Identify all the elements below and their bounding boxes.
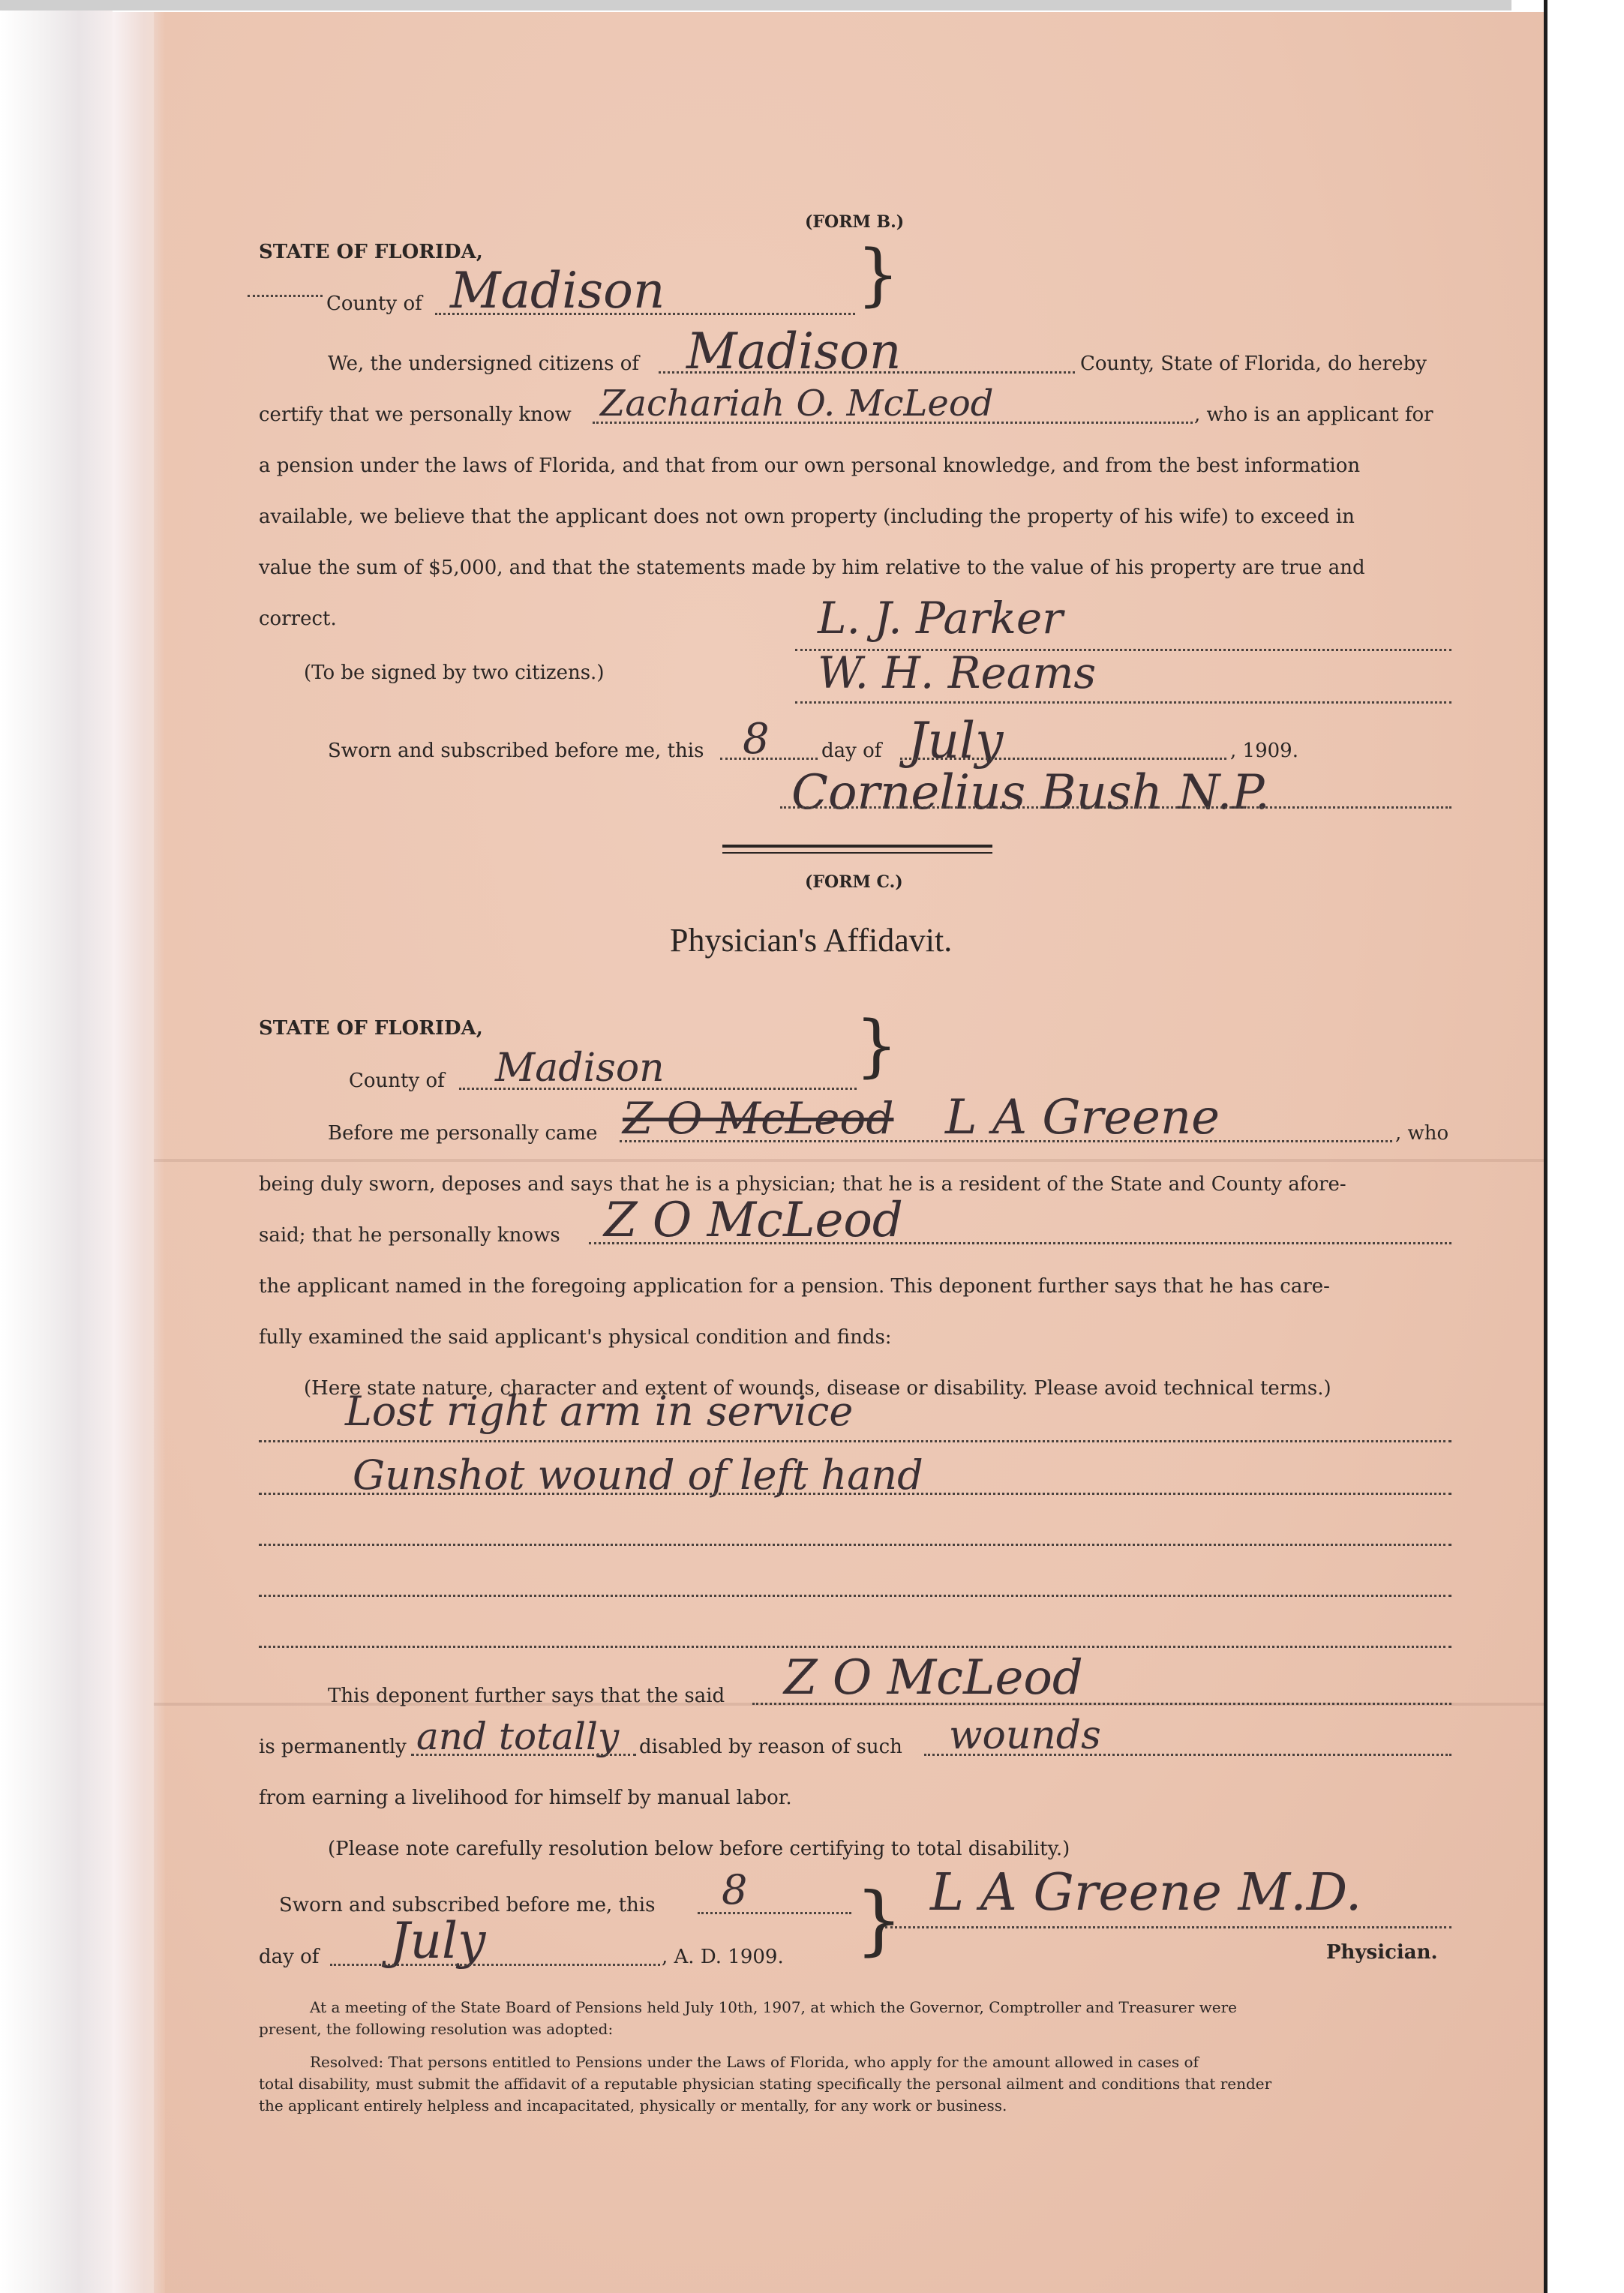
form-c-ad-year: , A. D. 1909. [662, 1946, 784, 1968]
dotted-line [248, 295, 323, 297]
form-b-cert-prefix: We, the undersigned citizens of [328, 353, 640, 375]
form-c-livelihood: from earning a livelihood for himself by manual labor. [259, 1787, 792, 1809]
form-c-perm-reason: wounds [949, 1713, 1101, 1758]
form-b-sworn-day: 8 [743, 715, 770, 764]
form-c-line2: being duly sworn, deposes and says that he is a physician; that he is a resident of the State and County afore- [259, 1173, 1346, 1196]
citizen-signature-1: L. J. Parker [818, 593, 1063, 644]
form-c-county-label: County of [349, 1070, 445, 1092]
form-c-county-value: Madison [495, 1046, 665, 1091]
finding-line [259, 1440, 1451, 1442]
form-c-further-value: Z O McLeod [784, 1650, 1083, 1706]
scan-border-line [1544, 0, 1547, 2293]
form-b-county-label: County of [326, 293, 422, 315]
form-c-instructions: (Here state nature, character and extent of wounds, disease or disability. Please avoid technical terms.) [304, 1377, 1331, 1400]
citizen-signature-2: W. H. Reams [818, 647, 1097, 698]
brace: } [855, 1007, 899, 1085]
form-c-line5: fully examined the said applicant's physical condition and finds: [259, 1326, 892, 1349]
plastic-sleeve-edge [113, 12, 165, 2293]
dotted-line [411, 1754, 636, 1756]
form-c-day-of: day of [259, 1946, 320, 1968]
form-c-came-struck: Z O McLeod [623, 1093, 894, 1144]
dotted-line [924, 1754, 1451, 1756]
finding-line [259, 1493, 1451, 1495]
dotted-line [435, 313, 855, 315]
physician-signature: L A Greene M.D. [930, 1863, 1362, 1922]
scan-margin-left [0, 0, 113, 2293]
resolution-intro-2: present, the following resolution was adopted: [259, 2020, 614, 2038]
form-c-came-suffix: , who [1395, 1122, 1449, 1145]
finding-line [259, 1544, 1451, 1546]
signature-line [795, 701, 1451, 704]
form-b-county-value: Madison [450, 262, 665, 320]
form-b-sworn-month: July [908, 712, 1004, 770]
notary-signature: Cornelius Bush N.P. [791, 765, 1270, 821]
finding-line-1: Lost right arm in service [345, 1388, 854, 1435]
signature-line [780, 806, 1451, 809]
form-c-line4: the applicant named in the foregoing application for a pension. This deponent further says that he has care- [259, 1275, 1330, 1298]
dotted-line [593, 422, 1193, 424]
form-b-line4: available, we believe that the applicant does not own property (including the property of his wife) to exceed in [259, 506, 1355, 528]
dotted-line [900, 758, 1226, 760]
form-b-applicant-name: Zachariah O. McLeod [600, 383, 994, 425]
form-c-title: Physician's Affidavit. [670, 922, 953, 959]
finding-line [259, 1646, 1451, 1648]
resolution-intro-1: At a meeting of the State Board of Pensions held July 10th, 1907, at which the Governor, Comptroller and Treasurer were [310, 1998, 1237, 2016]
form-c-further-prefix: This deponent further says that the said [328, 1685, 725, 1707]
dotted-line [459, 1088, 857, 1090]
finding-line [259, 1595, 1451, 1597]
form-c-perm-prefix: is permanently [259, 1736, 407, 1758]
form-b-day-of: day of [821, 740, 882, 762]
resolution-text-1: Resolved: That persons entitled to Pensions under the Laws of Florida, who apply for the amount allowed in cases of [310, 2053, 1199, 2071]
resolution-text-2: total disability, must submit the affidavit of a reputable physician stating specifically the personal ailment and conditions that render [259, 2075, 1272, 2093]
form-c-sworn-day: 8 [722, 1866, 748, 1913]
form-b-line5: value the sum of $5,000, and that the statements made by him relative to the value of his property are true and [259, 557, 1365, 579]
section-divider [722, 845, 992, 848]
form-b-line3: a pension under the laws of Florida, and that from our own personal knowledge, and from the best information [259, 455, 1361, 477]
scan-margin-top [0, 0, 1624, 11]
signature-line [885, 1926, 1451, 1928]
paper-fold [154, 1159, 1544, 1162]
form-c-perm-mid: disabled by reason of such [639, 1736, 902, 1758]
brace: } [855, 1876, 903, 1964]
form-c-knows-value: Z O McLeod [604, 1193, 903, 1248]
form-b-signed-note: (To be signed by two citizens.) [304, 662, 605, 684]
form-c-state: STATE OF FLORIDA, [259, 1017, 483, 1040]
form-b-line6: correct. [259, 608, 337, 630]
form-c-came-value: L A Greene [945, 1090, 1220, 1145]
form-b-sworn-year: , 1909. [1230, 740, 1298, 762]
form-c-note: (Please note carefully resolution below before certifying to total disability.) [328, 1838, 1070, 1860]
dotted-line [589, 1242, 1451, 1244]
brace: } [857, 236, 900, 314]
form-c-month: July [390, 1912, 486, 1970]
form-b-sworn-prefix: Sworn and subscribed before me, this [328, 740, 704, 762]
form-b-cert-suffix: County, State of Florida, do hereby [1080, 353, 1427, 375]
form-c-knows-prefix: said; that he personally knows [259, 1224, 560, 1247]
form-b-state: STATE OF FLORIDA, [259, 241, 483, 263]
dotted-line [752, 1703, 1451, 1705]
form-b-cert-county: Madison [686, 323, 902, 380]
form-b-know-prefix: certify that we personally know [259, 404, 572, 426]
dotted-line [330, 1964, 660, 1966]
dotted-line [698, 1912, 851, 1914]
physician-label: Physician. [1326, 1941, 1438, 1964]
resolution-text-3: the applicant entirely helpless and incapacitated, physically or mentally, for any work or business. [259, 2096, 1007, 2114]
form-c-came-prefix: Before me personally came [328, 1122, 598, 1145]
form-b-know-suffix: , who is an applicant for [1194, 404, 1433, 426]
section-divider [722, 852, 992, 854]
form-c-sworn-prefix: Sworn and subscribed before me, this [279, 1894, 656, 1916]
finding-line-2: Gunshot wound of left hand [353, 1451, 923, 1499]
form-c-perm-value: and totally [416, 1715, 620, 1758]
form-c-label: (FORM C.) [805, 872, 903, 892]
form-b-label: (FORM B.) [805, 212, 905, 232]
